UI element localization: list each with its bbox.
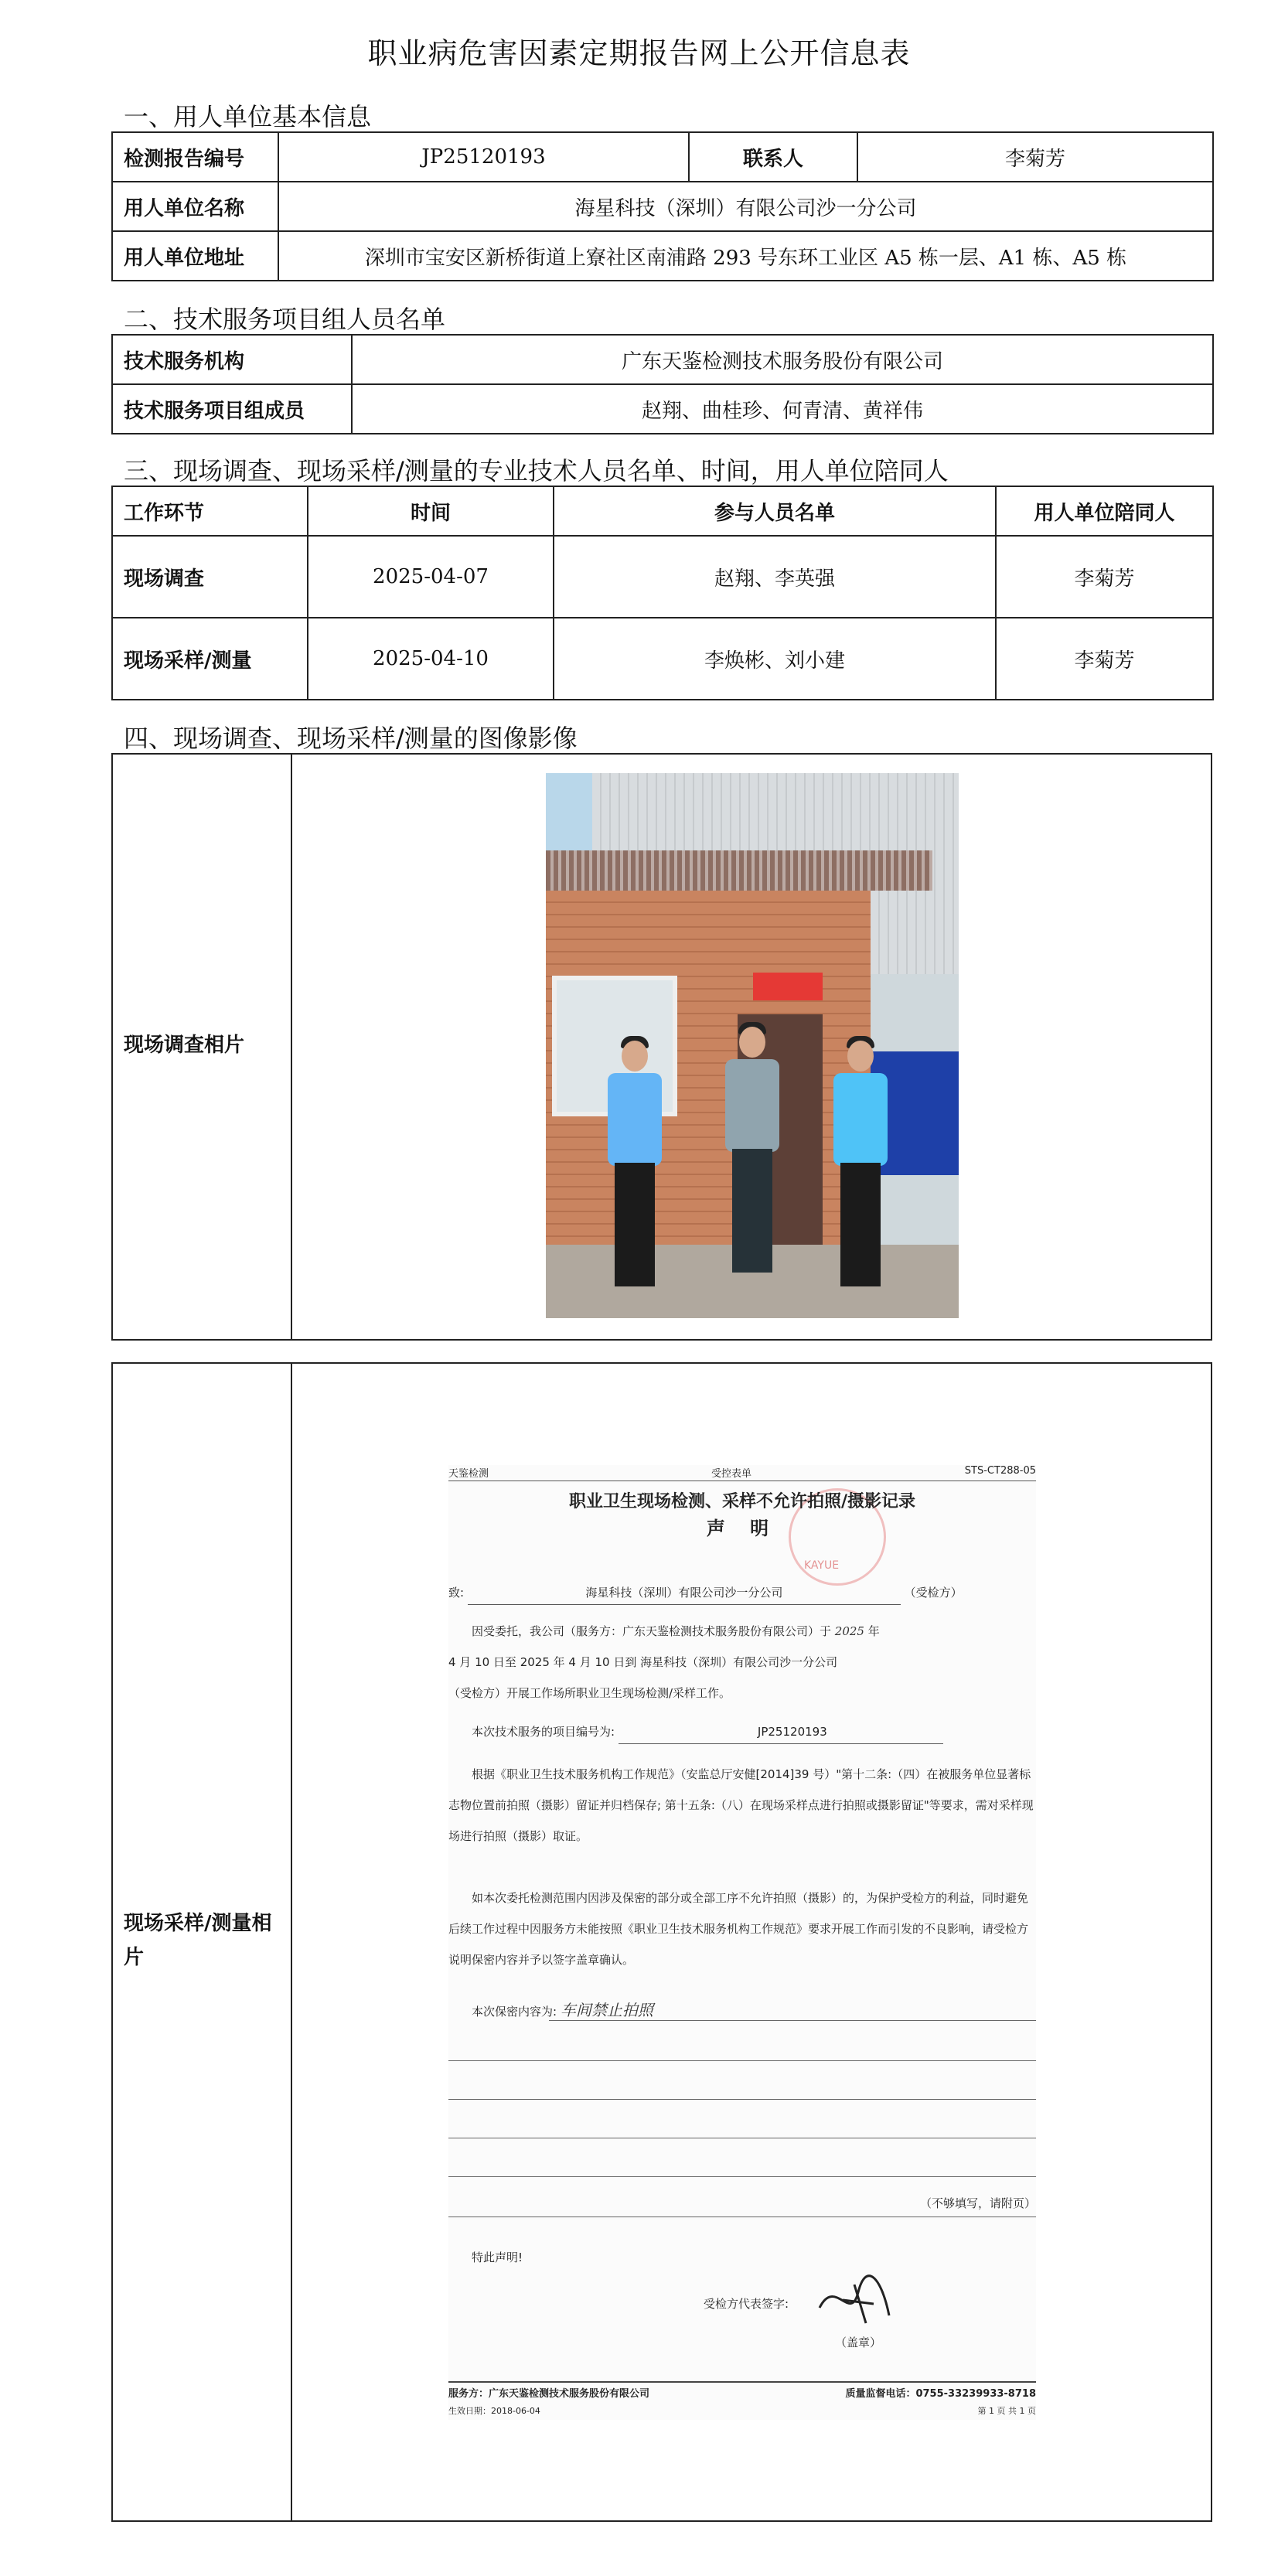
company-label: 用人单位名称 bbox=[112, 182, 278, 231]
scan-title: 职业卫生现场检测、采样不允许拍照/摄影记录 bbox=[568, 1492, 916, 1511]
page-title: 职业病危害因素定期报告网上公开信息表 bbox=[367, 36, 911, 70]
red-banner bbox=[753, 973, 823, 1000]
col-stage: 工作环节 bbox=[112, 486, 308, 536]
section4-heading: 四、现场调查、现场采样/测量的图像影像 bbox=[124, 724, 578, 753]
basic-info-table bbox=[111, 131, 1214, 281]
org-label: 技术服务机构 bbox=[112, 335, 352, 384]
row-stage: 现场采样/测量 bbox=[112, 618, 308, 700]
org-value: 广东天鉴检测技术服务股份有限公司 bbox=[352, 335, 1213, 384]
scanned-declaration: 天鉴检测 受控表单 STS-CT288-05 KAYUE 职业卫生现场检测、采样不允许拍照/摄影记录 声 明 致: 海星科技（深圳）有限公司沙一分公司 （受检方） 因受委托，我公司（服务方：广东天鉴检测技术服务股份有限公司）于 2025 年 4 月 10 日至 2025 年 4 月 10 日到 海星科技（深圳）有限公司沙一分公司 （受检方）开展工作场所职业卫生现场检测/采样工作。 本次技术服务的项目编号为: JP25120193 根据《职业卫生技术服务机构工作规范》（安监总厅安健[2014]39 号）"第十二条:（四）在被服务单位显著标志物位置前拍照（摄影）留证并归档保存; 第十五条:（八）在现场采样点进行拍照或摄影留证"等要求，需对采样现场进行拍照（摄影）取证。 如本次委托检测范围内因涉及保密的部分或全部工序不允许拍照（摄影）的，为保护受检方的利益，同时避免后续工作过程中因服务方未能按照《职业卫生技术服务机构工作规范》要求开展工作而引发的不良影响，请受检方说明保密内容并予以签字盖章确认。 本次保密内容为: 车间禁止拍照 （不够填写，请附页） 特此声明! 受检方代表签字: （盖章） 服务方：广东天鉴检测技术服务股份有限公司 质量监督电话：0755-33239933-8718 生效日期：2018-06-04 第 1 页 共 1 页 bbox=[448, 1465, 1036, 2420]
section1-heading: 一、用人单位基本信息 bbox=[124, 102, 372, 131]
address-label: 用人单位地址 bbox=[112, 231, 278, 281]
members-value: 赵翔、曲桂珍、何青清、黄祥伟 bbox=[352, 384, 1213, 434]
contact-value: 李菊芳 bbox=[857, 132, 1213, 182]
row-escort: 李菊芳 bbox=[996, 618, 1213, 700]
col-people: 参与人员名单 bbox=[554, 486, 996, 536]
contact-label: 联系人 bbox=[689, 132, 857, 182]
address-value: 深圳市宝安区新桥街道上寮社区南浦路 293 号东环工业区 A5 栋一层、A1 栋、A5 栋 bbox=[278, 231, 1213, 281]
col-date: 时间 bbox=[308, 486, 554, 536]
section3-heading: 三、现场调查、现场采样/测量的专业技术人员名单、时间，用人单位陪同人 bbox=[124, 456, 949, 486]
row-people: 李焕彬、刘小建 bbox=[554, 618, 996, 700]
report-no-value: JP25120193 bbox=[278, 132, 689, 182]
company-value: 海星科技（深圳）有限公司沙一分公司 bbox=[278, 182, 1213, 231]
row-escort: 李菊芳 bbox=[996, 536, 1213, 618]
report-no-label: 检测报告编号 bbox=[112, 132, 278, 182]
col-escort: 用人单位陪同人 bbox=[996, 486, 1213, 536]
scan-subtitle: 声 明 bbox=[706, 1518, 779, 1539]
survey-photo-label: 现场调查相片 bbox=[124, 1034, 245, 1057]
survey-photo bbox=[546, 773, 959, 1318]
service-team-table bbox=[111, 334, 1214, 434]
members-label: 技术服务项目组成员 bbox=[112, 384, 352, 434]
row-people: 赵翔、李英强 bbox=[554, 536, 996, 618]
row-date: 2025-04-10 bbox=[308, 618, 554, 700]
sampling-photo-label: 现场采样/测量相片 bbox=[124, 1912, 272, 1969]
signature-mark bbox=[812, 2269, 905, 2331]
section2-heading: 二、技术服务项目组人员名单 bbox=[124, 305, 446, 334]
row-stage: 现场调查 bbox=[112, 536, 308, 618]
field-work-table bbox=[111, 486, 1214, 700]
row-date: 2025-04-07 bbox=[308, 536, 554, 618]
